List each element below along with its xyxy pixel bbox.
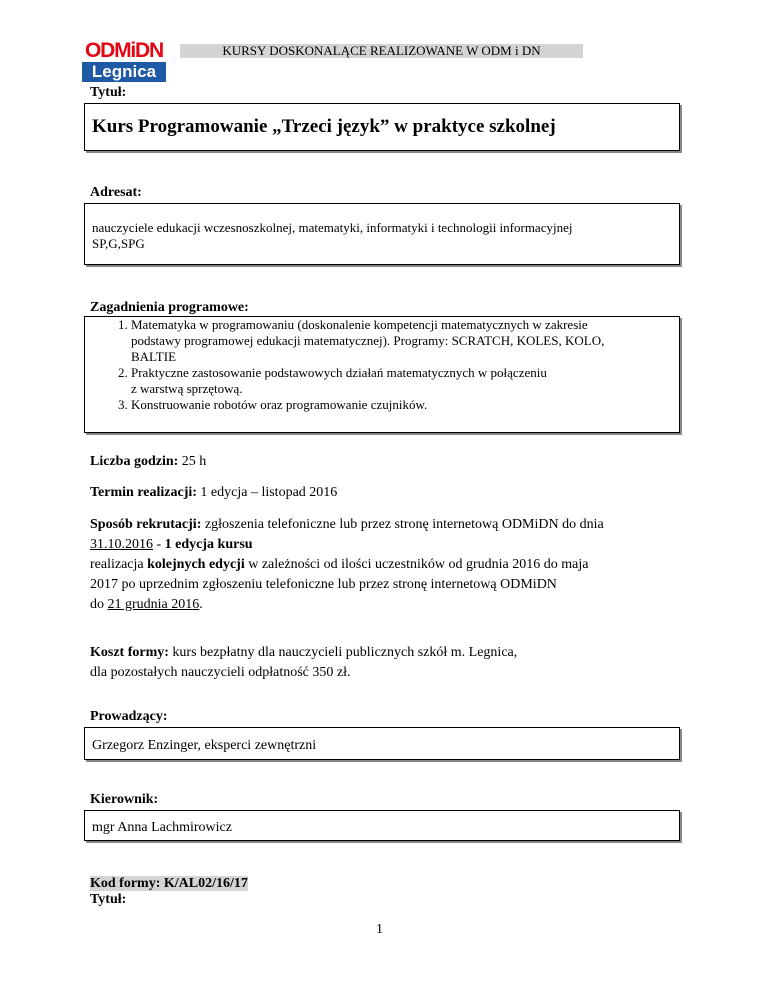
termin-value: 1 edycja – listopad 2016 [196, 485, 338, 500]
page-number: 1 [376, 922, 383, 937]
sposob-text-2: - [153, 537, 165, 552]
koszt-label: Koszt formy: [90, 645, 169, 660]
sposob-text-6: w zależności od ilości uczestników od grudnia 2016 do maja [244, 557, 589, 572]
topic-2-line1: 2. Praktyczne zastosowanie podstawowych działań matematycznych w połączeniu [131, 365, 547, 380]
topic-item [131, 317, 721, 365]
course-title: Kurs Programowanie „Trzeci język” w praktyce szkolnej [92, 116, 556, 137]
topic-1-line1: 1. Matematyka w programowaniu (doskonalenie kompetencji matematycznych w zakresie [131, 317, 588, 332]
termin-realizacji [90, 483, 337, 503]
zagadnienia-box [84, 316, 680, 433]
kierownik-value: mgr Anna Lachmirowicz [92, 820, 232, 835]
tytul-label: Tytuł: [90, 85, 127, 100]
topic-item [131, 397, 721, 413]
tytul-label-2: Tytuł: [90, 892, 127, 907]
topic-1-line2: podstawy programowej edukacji matematycznej). Programy: SCRATCH, KOLES, KOLO, [131, 333, 605, 348]
termin-label: Termin realizacji: [90, 485, 197, 500]
logo-text-bottom: Legnica [82, 62, 166, 82]
adresat-line1: nauczyciele edukacji wczesnoszkolnej, matematyki, informatyki i technologii informacyjnej [92, 220, 573, 235]
deadline-date-2: 21 grudnia 2016 [107, 597, 200, 612]
topic-2-line2: z warstwą sprzętową. [131, 381, 243, 396]
odmidn-logo [82, 40, 166, 82]
liczba-godzin [90, 452, 206, 472]
sposob-rekrutacji [90, 515, 690, 615]
adresat-line2: SP,G,SPG [92, 236, 145, 251]
liczba-value: 25 h [178, 454, 207, 469]
kod-formy [90, 876, 248, 892]
topics-list [85, 317, 721, 413]
koszt-text-2: dla pozostałych nauczycieli odpłatność 350 zł. [90, 665, 351, 680]
tytul-box [84, 103, 680, 151]
prowadzacy-box [84, 727, 680, 760]
sposob-edition: 1 edycja kursu [164, 537, 253, 552]
prowadzacy-label: Prowadzący: [90, 709, 168, 724]
koszt-text-1: kurs bezpłatny dla nauczycieli publicznych szkół m. Legnica, [168, 645, 518, 660]
koszt-formy [90, 643, 517, 683]
sposob-label: Sposób rekrutacji: [90, 517, 202, 532]
topic-1-line3: BALTIE [131, 349, 177, 364]
topic-item [131, 365, 721, 397]
kierownik-label: Kierownik: [90, 792, 159, 807]
sposob-text-8: do [90, 597, 108, 612]
prowadzacy-value: Grzegorz Enzinger, eksperci zewnętrzni [92, 738, 317, 753]
adresat-label: Adresat: [90, 185, 142, 200]
logo-text-top: ODMiDN [82, 40, 166, 62]
sposob-text-1: zgłoszenia telefoniczne lub przez stronę internetową ODMiDN do dnia [201, 517, 604, 532]
sposob-text-4: realizacja [90, 557, 148, 572]
topic-3-line1: 3. Konstruowanie robotów oraz programowanie czujników. [131, 397, 428, 412]
sposob-next-editions: kolejnych edycji [147, 557, 245, 572]
sposob-text-9: . [199, 597, 203, 612]
deadline-date-1: 31.10.2016 [90, 537, 153, 552]
kierownik-box [84, 810, 680, 841]
kod-formy-value: Kod formy: K/AL02/16/17 [90, 876, 248, 891]
liczba-label: Liczba godzin: [90, 454, 179, 469]
adresat-box [84, 203, 680, 265]
sposob-text-7: 2017 po uprzednim zgłoszeniu telefoniczne lub przez stronę internetową ODMiDN [90, 577, 557, 592]
page-header: KURSY DOSKONALĄCE REALIZOWANE W ODM i DN [180, 44, 583, 58]
zagadnienia-label: Zagadnienia programowe: [90, 300, 249, 315]
